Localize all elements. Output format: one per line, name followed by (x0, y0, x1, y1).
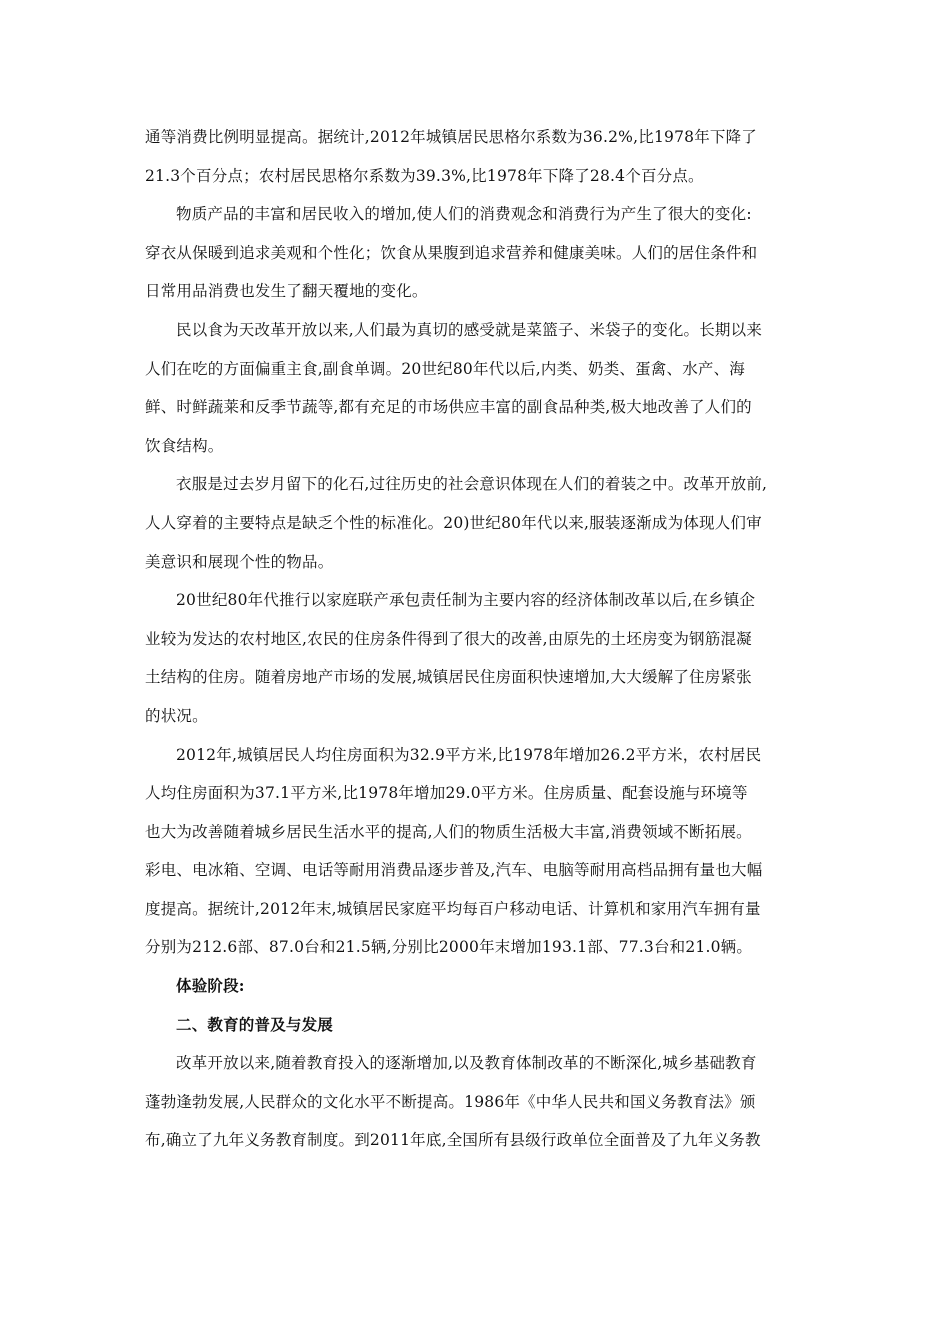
text-line: 2012年,城镇居民人均住房面积为32.9平方米,比1978年增加26.2平方米，农村居民 (176, 745, 762, 764)
text-line: 人人穿着的主要特点是缺乏个性的标准化。20)世纪80年代以来,服装逐渐成为体现人们审 (145, 513, 762, 532)
text-line: 21.3个百分点；农村居民思格尔系数为39.3%,比1978年下降了28.4个百分点。 (145, 166, 704, 185)
text-line: 彩电、电冰箱、空调、电话等耐用消费品逐步普及,汽车、电脑等耐用高档品拥有量也大幅 (145, 861, 763, 880)
text-line: 穿衣从保暖到追求美观和个性化；饮食从果腹到追求营养和健康美味。人们的居住条件和 (145, 243, 758, 262)
text-line: 土结构的住房。随着房地产市场的发展,城镇居民住房面积快速增加,大大缓解了住房紧张 (145, 668, 752, 687)
text-line: 度提高。据统计,2012年末,城镇居民家庭平均每百户移动电话、计算机和家用汽车拥有量 (145, 899, 761, 918)
text-line: 通等消费比例明显提高。据统计,2012年城镇居民思格尔系数为36.2%,比1978年下降了 (145, 128, 757, 146)
text-line: 饮食结构。 (145, 436, 224, 455)
text-line: 的状况。 (145, 706, 208, 725)
text-line: 人均住房面积为37.1平方米,比1978年增加29.0平方米。住房质量、配套设施与环境等 (145, 784, 748, 803)
document-body (145, 118, 810, 1160)
section-label: 体验阶段: (176, 976, 245, 996)
text-line: 分别为212.6部、87.0台和21.5辆,分别比2000年末增加193.1部、77.3台和21.0辆。 (145, 938, 753, 957)
text-line: 蓬勃逢勃发展,人民群众的文化水平不断提高。1986年《中华人民共和国义务教育法》颁 (145, 1092, 756, 1111)
text-line: 布,确立了九年义务教育制度。到2011年底,全国所有县级行政单位全面普及了九年义务教 (145, 1131, 761, 1150)
text-line: 20世纪80年代推行以家庭联产承包责任制为主要内容的经济体制改革以后,在乡镇企 (176, 591, 756, 610)
text-line: 民以食为天改革开放以来,人们最为真切的感受就是菜篮子、米袋子的变化。长期以来 (176, 320, 763, 339)
text-line: 也大为改善随着城乡居民生活水平的提高,人们的物质生活极大丰富,消费领域不断拓展。 (145, 822, 752, 841)
section-heading: 二、教育的普及与发展 (176, 1014, 334, 1034)
text-line: 衣服是过去岁月留下的化石,过往历史的社会意识体现在人们的着装之中。改革开放前, (176, 475, 768, 494)
text-line: 人们在吃的方面偏重主食,副食单调。20世纪80年代以后,内类、奶类、蛋禽、水产、海 (145, 359, 746, 378)
text-line: 业较为发达的农村地区,农民的住房条件得到了很大的改善,由原先的土坯房变为钢筋混凝 (145, 629, 752, 648)
text-line: 美意识和展现个性的物品。 (145, 552, 334, 571)
text-line: 物质产品的丰富和居民收入的增加,使人们的消费观念和消费行为产生了很大的变化: (176, 205, 752, 224)
text-line: 改革开放以来,随着教育投入的逐渐增加,以及教育体制改革的不断深化,城乡基础教育 (176, 1054, 757, 1073)
text-line: 日常用品消费也发生了翻天覆地的变化。 (145, 282, 428, 301)
text-line: 鲜、时鲜蔬莱和反季节蔬等,都有充足的市场供应丰富的副食品种类,极大地改善了人们的 (145, 398, 752, 417)
